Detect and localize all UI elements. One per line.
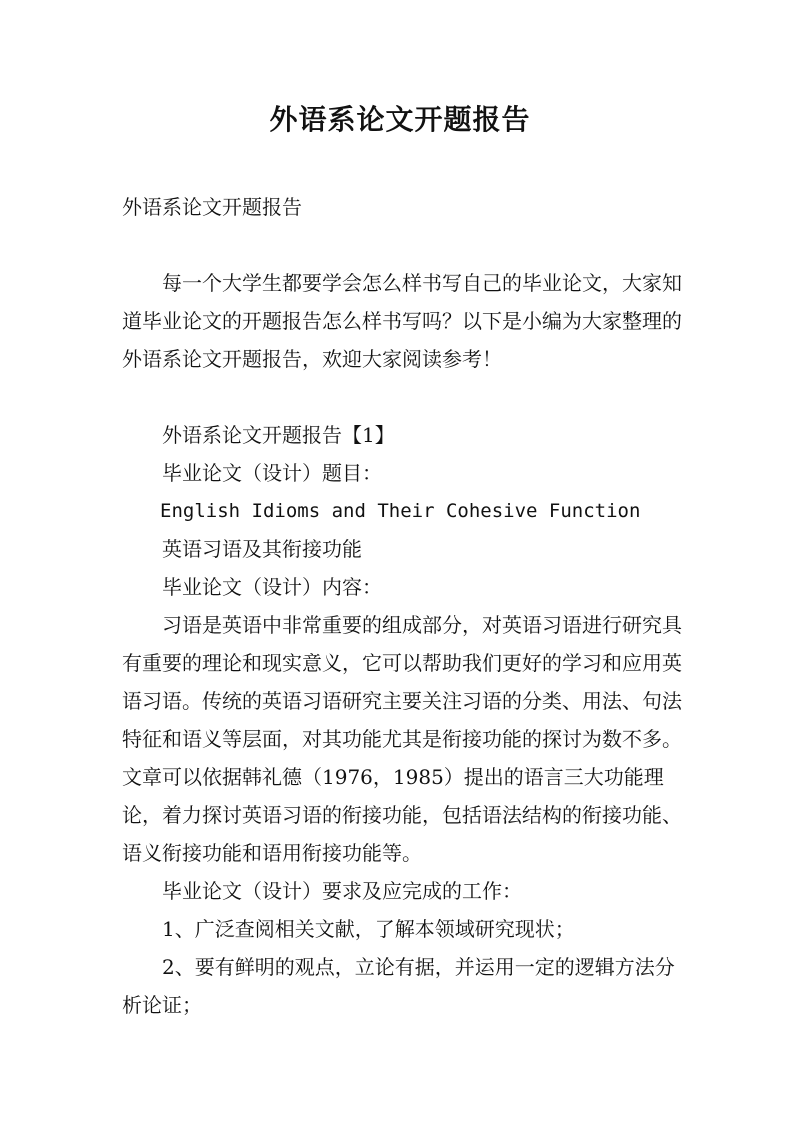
topic-label: 毕业论文（设计）题目： xyxy=(162,461,382,485)
document-body xyxy=(122,188,682,1024)
section-heading: 外语系论文开题报告【1】 xyxy=(162,423,395,447)
requirements-label: 毕业论文（设计）要求及应完成的工作： xyxy=(162,879,522,903)
topic-english: English Idioms and Their Cohesive Function xyxy=(160,500,641,522)
intro-paragraph: 每一个大学生都要学会怎么样书写自己的毕业论文，大家知道毕业论文的开题报告怎么样书写吗？以下是小编为大家整理的外语系论文开题报告，欢迎大家阅读参考！ xyxy=(122,271,682,371)
content-paragraph: 习语是英语中非常重要的组成部分，对英语习语进行研究具有重要的理论和现实意义，它可以帮助我们更好的学习和应用英语习语。传统的英语习语研究主要关注习语的分类、用法、句法特征和语义等层面，对其功能尤其是衔接功能的探讨为数不多。文章可以依据韩礼德（1976，1985）提出的语言三大功能理论，着力探讨英语习语的衔接功能，包括语法结构的衔接功能、语义衔接功能和语用衔接功能等。 xyxy=(122,613,682,865)
document-subtitle: 外语系论文开题报告 xyxy=(122,195,302,219)
requirement-item-1: 1、广泛查阅相关文献，了解本领域研究现状； xyxy=(162,917,575,941)
requirement-item-2: 2、要有鲜明的观点，立论有据，并运用一定的逻辑方法分析论证； xyxy=(122,955,675,1017)
document-title: 外语系论文开题报告 xyxy=(269,103,531,136)
content-label: 毕业论文（设计）内容： xyxy=(162,575,382,599)
topic-chinese: 英语习语及其衔接功能 xyxy=(162,537,362,561)
